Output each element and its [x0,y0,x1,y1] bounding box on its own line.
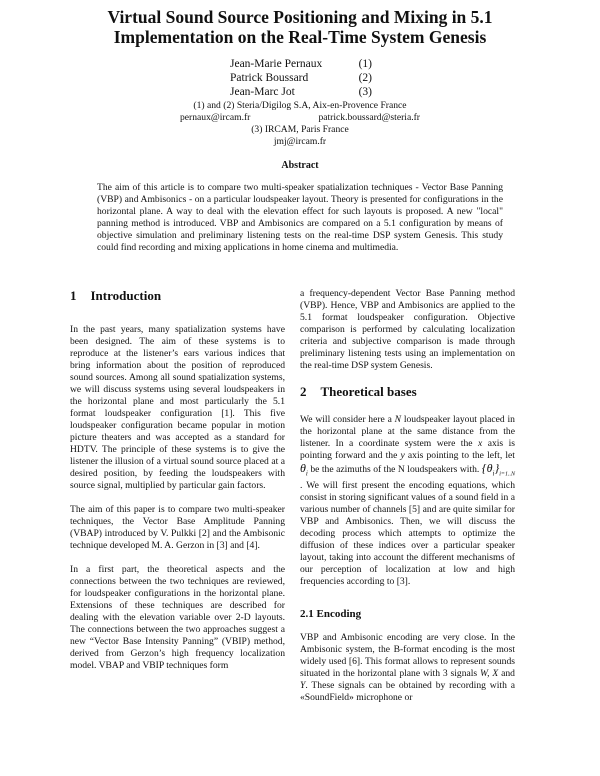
left-column [70,290,285,684]
abstract-heading: Abstract [281,160,319,171]
author-row [200,85,400,99]
math-W-X: W, X [480,668,499,680]
encoding-paragraph-1 [300,632,515,704]
math-set-close: } [494,461,500,475]
author-row [200,57,400,71]
text-run: . We will first present the encoding equations, which consist in storing significant values of a sound field in a various number of channels [5] and are quite similar for VBP and Ambisonics. Then, we will discuss the decoding process which attempts to optimize the diffusion of these indices over a particular speaker layout, taking into account the different mechanisms of our perception of localization at low and high frequencies according to [3]. [300,480,515,588]
math-subscript: i [305,469,308,478]
math-range: i=1..N [499,471,515,478]
math-set-open: {θ [481,461,493,475]
intro-paragraph-1: In the past years, many spatialization systems have been designed. The aim of these systems is to reproduce at the listener’s ears various indices that bring information about the position of reproduced sound sources. Among all sound spatialization systems, we will discuss systems using several loudspeakers in the horizontal plane and most particularly the 5.1 format loudspeaker configuration [1]. This five loudspeaker configuration became popular in motion picture theaters and was accepted as a standard for HDTV. The principle of these systems is to give the listener the illusion of a virtual sound source placed at a desired position, by feeding the loudspeakers with source signal, multiplied by particular gain factors. [70,324,285,491]
math-x: x [477,438,483,449]
author-name: Jean-Marie Pernaux [230,58,323,70]
text-run: and [501,668,515,680]
subsection-heading-encoding: 2.1 Encoding [300,608,362,621]
title-line-2: Implementation on the Real-Time System Genesis [113,27,487,47]
text-run: be the azimuths of the N loudspeakers with. [310,464,480,475]
theory-paragraph-1 [300,414,515,588]
math-theta: θ [300,461,306,475]
abstract-text: The aim of this article is to compare two multi-speaker spatialization techniques - Vector Base Panning (VBP) and Ambisonics - on a particular loudspeaker layout. Theory is presented for configurations in the horizontal plane. A way to deal with the elevation effect for such layouts is proposed. A new "local" panning method is introduced. VBP and Ambisonics are compared on a 5.1 configuration by means of objective simulation and preliminary listening tests on the real-time DSP system Genesis. This study could find recording and mixing applications in home cinema and multimedia. [97,182,503,253]
text-run: VBP and Ambisonic encoding are very close. In the Ambisonic system, the B-format encoding is the most widely used [6]. This format allows to represent sounds situated in the horizontal plane with 3 signals [300,632,515,680]
math-Y: Y [300,680,306,692]
math-N: N [394,414,402,425]
text-run: axis pointing to the left, let [407,450,515,461]
title-line-1: Virtual Sound Source Positioning and Mixing in 5.1 [107,7,493,27]
text-run: We will consider here a [300,414,392,425]
affiliation-2: (3) IRCAM, Paris France [251,124,349,135]
math-theta-i [300,461,308,478]
text-run: . These signals can be obtained by recording with a «SoundField» microphone or [300,680,515,704]
intro-paragraph-2: The aim of this paper is to compare two multi-speaker techniques, the Vector Base Amplitude Panning (VBAP) introduced by V. Pulkki [2] and the Ambisonic technique developed M. A. Gerzon in [3] and [4]. [70,504,285,551]
intro-paragraph-4: a frequency-dependent Vector Base Panning method (VBP). Hence, VBP and Ambisonics are applied to the 5.1 format loudspeaker configuration. Objective comparison is performed by calculating localization criteria and subjective comparison is made through preliminary listening tests using an implementation on the real-time DSP system Genesis. [300,288,515,371]
math-subscript: i [492,469,495,478]
author-list [200,57,400,99]
author-name: Jean-Marc Jot [230,86,295,98]
author-mark: (3) [358,86,372,98]
section-number: 2 [300,384,307,399]
text-run: loudspeaker layout placed in the horizontal plane at the same distance from the listener. In a coordinate system were the [300,414,515,449]
section-heading-theory [300,386,515,398]
author-mark: (1) [358,58,372,70]
right-column [300,288,515,716]
intro-paragraph-3: In a first part, the theoretical aspects and the connections between the two techniques are reviewed, for loudspeaker configurations in the horizontal plane. Extensions of these techniques are described for dealing with the elevation variable over 2-D layouts. The connections between the two approaches suggest a new “Vector Base Intensity Panning” (VBIP) method, derived from Gerzon’s high frequency localization model. VBAP and VBIP techniques form [70,564,285,671]
section-number: 1 [70,288,77,303]
author-row [200,71,400,85]
affiliation-1: (1) and (2) Steria/Digilog S.A, Aix-en-Provence France [193,100,407,111]
section-heading-introduction [70,290,285,302]
email-pernaux: pernaux@ircam.fr [180,112,251,123]
email-boussard: patrick.boussard@steria.fr [318,112,420,123]
text-run: axis is pointing forward and the [300,438,515,461]
email-row [180,112,420,123]
paper-title [40,7,560,47]
math-set [481,461,515,478]
author-name: Patrick Boussard [230,72,309,84]
math-y: y [400,450,405,461]
author-mark: (2) [358,72,372,84]
email-jot: jmj@ircam.fr [273,136,327,147]
section-title: Theoretical bases [320,384,417,399]
section-title: Introduction [90,288,162,303]
